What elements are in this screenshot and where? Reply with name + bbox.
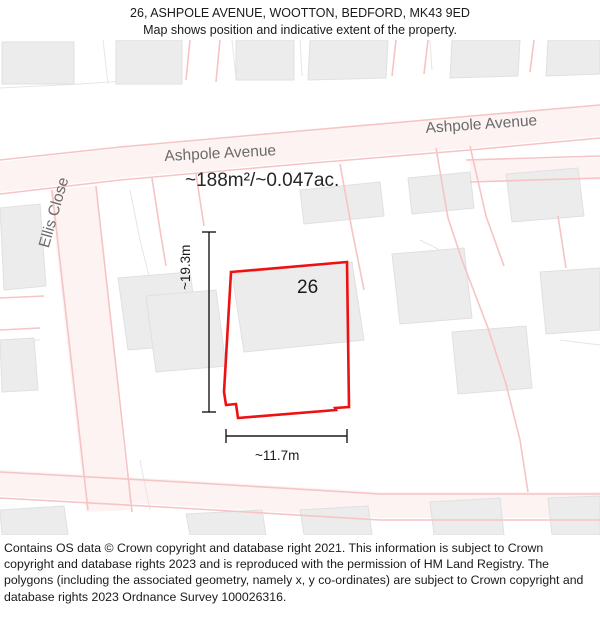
plot-area-label: ~188m²/~0.047ac. (185, 170, 340, 191)
street-label-ashpole-avenue-west: Ashpole Avenue (164, 142, 277, 165)
page-subtitle: Map shows position and indicative extent of the property. (143, 23, 457, 37)
dimension-horizontal-label: ~11.7m (255, 448, 300, 463)
street-label-ellis-close: Ellis Close (36, 175, 73, 250)
copyright-footer: Contains OS data © Crown copyright and database right 2021. This information is subject to Crown copyright and database rights 2023 and is reproduced with the permission of HM Land Registry. The polygons (including the associated geometry, namely x, y co-ordinates) are subject to Crown copyright and database rights 2023 Ordnance Survey 100026316. (0, 536, 600, 605)
map-canvas[interactable] (0, 40, 600, 535)
page-title: 26, ASHPOLE AVENUE, WOOTTON, BEDFORD, MK43 9ED (130, 6, 470, 20)
street-label-ashpole-avenue-east: Ashpole Avenue (425, 112, 538, 137)
dimension-vertical-label: ~19.3m (178, 244, 193, 290)
plot-number-label: 26 (297, 277, 319, 298)
page-header (0, 0, 600, 39)
